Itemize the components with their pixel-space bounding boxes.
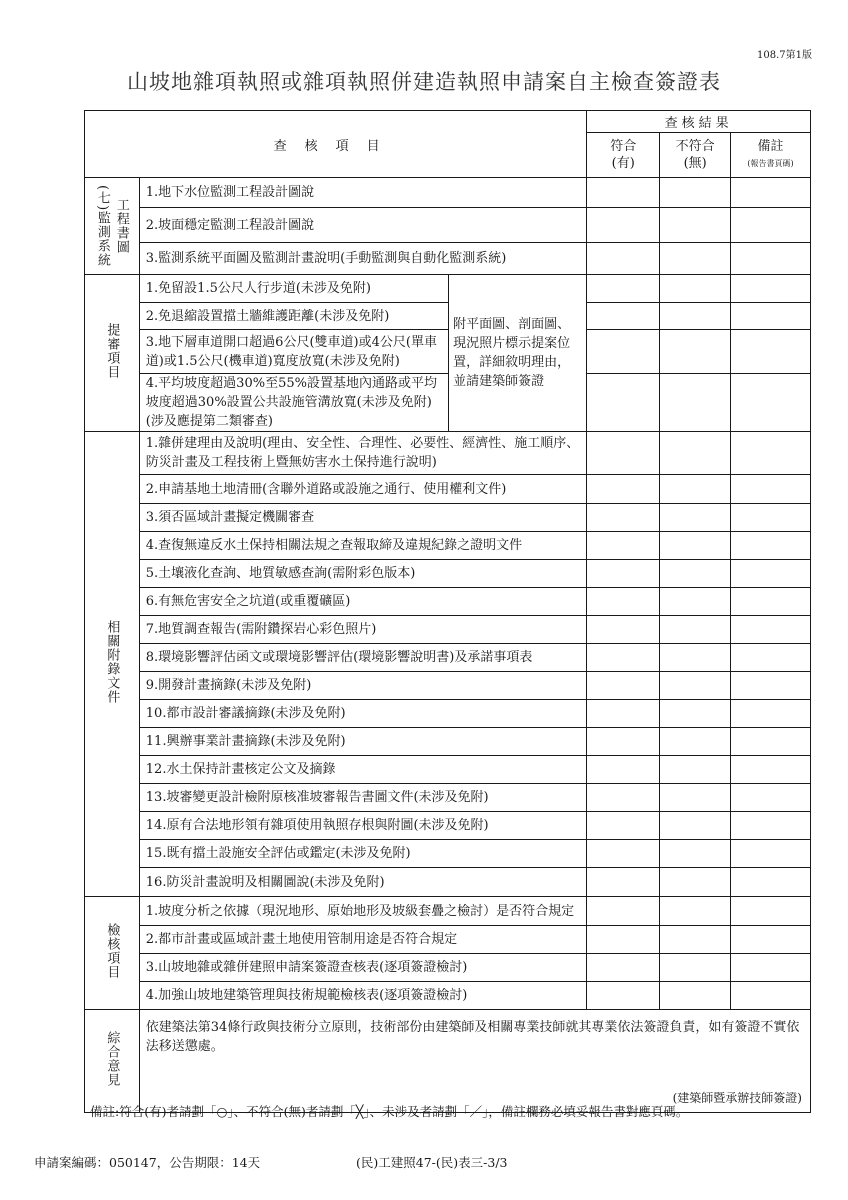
remarks-cell[interactable] <box>731 243 811 275</box>
header-nonconform-mark: (無) <box>683 156 707 171</box>
header-check-items: 查核項目 <box>85 111 587 178</box>
remarks-cell[interactable] <box>731 588 811 616</box>
conform-cell[interactable] <box>587 756 660 784</box>
conform-cell[interactable] <box>587 784 660 812</box>
conform-cell[interactable] <box>587 728 660 756</box>
section-monitoring-sublabel: 工程書圖 <box>113 198 129 254</box>
conform-cell[interactable] <box>587 475 660 504</box>
nonconform-cell[interactable] <box>660 954 731 982</box>
list-item: 15.既有擋土設施安全評估或鑑定(未涉及免附) <box>139 840 586 868</box>
nonconform-cell[interactable] <box>660 504 731 532</box>
nonconform-cell[interactable] <box>660 784 731 812</box>
remarks-cell[interactable] <box>731 728 811 756</box>
nonconform-cell[interactable] <box>660 644 731 672</box>
conform-cell[interactable] <box>587 330 660 374</box>
list-item: 1.雜併建理由及說明(理由、安全性、合理性、必要性、經濟性、施工順序、防災計畫及工程技術上暨無妨害水土保持進行說明) <box>139 432 586 475</box>
conform-cell[interactable] <box>587 208 660 243</box>
remarks-cell[interactable] <box>731 303 811 330</box>
nonconform-cell[interactable] <box>660 926 731 954</box>
header-remarks-label: 備註 <box>757 139 784 154</box>
remarks-cell[interactable] <box>731 616 811 644</box>
header-remarks <box>731 133 811 178</box>
nonconform-cell[interactable] <box>660 330 731 374</box>
remarks-cell[interactable] <box>731 868 811 897</box>
conform-cell[interactable] <box>587 275 660 303</box>
opinion-area[interactable] <box>139 1010 810 1113</box>
nonconform-cell[interactable] <box>660 897 731 926</box>
conform-cell[interactable] <box>587 868 660 897</box>
section-appendix-category <box>85 432 140 897</box>
header-conform-mark: (有) <box>611 156 635 171</box>
list-item: 3.須否區域計畫擬定機關審查 <box>139 504 586 532</box>
list-item: 4.查復無違反水土保持相關法規之查報取締及違規紀錄之證明文件 <box>139 532 586 560</box>
conform-cell[interactable] <box>587 700 660 728</box>
opinion-label: 綜合意見 <box>104 1030 120 1087</box>
section-review-label: 提審項目 <box>104 322 120 379</box>
conform-cell[interactable] <box>587 432 660 475</box>
header-check-result: 查核結果 <box>587 111 811 133</box>
nonconform-cell[interactable] <box>660 208 731 243</box>
nonconform-cell[interactable] <box>660 616 731 644</box>
nonconform-cell[interactable] <box>660 374 731 432</box>
section-monitoring-category <box>85 178 140 275</box>
conform-cell[interactable] <box>587 954 660 982</box>
list-item: 10.都市設計審議摘錄(未涉及免附) <box>139 700 586 728</box>
nonconform-cell[interactable] <box>660 275 731 303</box>
list-item: 12.水土保持計畫核定公文及摘錄 <box>139 756 586 784</box>
list-item: 2.坡面穩定監測工程設計圖說 <box>139 208 586 243</box>
nonconform-cell[interactable] <box>660 532 731 560</box>
nonconform-cell[interactable] <box>660 700 731 728</box>
list-item: 6.有無危害安全之坑道(或重覆礦區) <box>139 588 586 616</box>
conform-cell[interactable] <box>587 897 660 926</box>
conform-cell[interactable] <box>587 644 660 672</box>
footnote: 備註:符合(有)者請劃「○」、不符合(無)者請劃「╳」、未涉及者請劃「／」，備註欄務必填妥報告書對應頁碼。 <box>90 1104 689 1119</box>
nonconform-cell[interactable] <box>660 728 731 756</box>
list-item: 3.地下層車道開口超過6公尺(雙車道)或4公尺(單車道)或1.5公尺(機車道)寬度放寬(未涉及免附) <box>139 330 448 374</box>
conform-cell[interactable] <box>587 374 660 432</box>
signature-label: (建築師暨承辦技師簽證) <box>672 1091 802 1105</box>
list-item: 7.地質調查報告(需附鑽探岩心彩色照片) <box>139 616 586 644</box>
remarks-cell[interactable] <box>731 982 811 1010</box>
list-item: 4.加強山坡地建築管理與技術規範檢核表(逐項簽證檢討) <box>139 982 586 1010</box>
remarks-cell[interactable] <box>731 560 811 588</box>
case-info: 申請案編碼：050147，公告期限：14天 <box>34 1155 261 1170</box>
list-item: 4.平均坡度超過30%至55%設置基地內通路或平均坡度超過30%設置公共設施管溝放寬(未涉及免附)(涉及應提第二類審查) <box>139 374 448 432</box>
nonconform-cell[interactable] <box>660 840 731 868</box>
remarks-cell[interactable] <box>731 475 811 504</box>
list-item: 5.土壤液化查詢、地質敏感查詢(需附彩色版本) <box>139 560 586 588</box>
nonconform-cell[interactable] <box>660 432 731 475</box>
form-title: 山坡地雜項執照或雜項執照併建造執照申請案自主檢查簽證表 <box>127 70 721 94</box>
remarks-cell[interactable] <box>731 504 811 532</box>
remarks-cell[interactable] <box>731 840 811 868</box>
conform-cell[interactable] <box>587 812 660 840</box>
conform-cell[interactable] <box>587 588 660 616</box>
remarks-cell[interactable] <box>731 897 811 926</box>
list-item: 2.申請基地土地清冊(含聯外道路或設施之通行、使用權利文件) <box>139 475 586 504</box>
nonconform-cell[interactable] <box>660 178 731 208</box>
nonconform-cell[interactable] <box>660 672 731 700</box>
remarks-cell[interactable] <box>731 756 811 784</box>
conform-cell[interactable] <box>587 840 660 868</box>
list-item: 11.興辦事業計畫摘錄(未涉及免附) <box>139 728 586 756</box>
version-label: 108.7第1版 <box>757 50 812 61</box>
remarks-cell[interactable] <box>731 532 811 560</box>
conform-cell[interactable] <box>587 178 660 208</box>
conform-cell[interactable] <box>587 560 660 588</box>
nonconform-cell[interactable] <box>660 303 731 330</box>
list-item: 2.免退縮設置擋土牆維護距離(未涉及免附) <box>139 303 448 330</box>
remarks-cell[interactable] <box>731 812 811 840</box>
nonconform-cell[interactable] <box>660 868 731 897</box>
list-item: 3.監測系統平面圖及監測計畫說明(手動監測與自動化監測系統) <box>139 243 586 275</box>
opinion-category <box>85 1010 140 1113</box>
remarks-cell[interactable] <box>731 784 811 812</box>
remarks-cell[interactable] <box>731 644 811 672</box>
section-inspection-label: 檢核項目 <box>104 922 120 979</box>
nonconform-cell[interactable] <box>660 812 731 840</box>
form-code: (民)工建照47-(民)表三-3/3 <box>356 1155 508 1170</box>
checklist-table <box>84 110 811 1113</box>
list-item: 13.坡審變更設計檢附原核准坡審報告書圖文件(未涉及免附) <box>139 784 586 812</box>
nonconform-cell[interactable] <box>660 588 731 616</box>
conform-cell[interactable] <box>587 926 660 954</box>
section-appendix-label: 相關附錄文件 <box>104 619 120 704</box>
nonconform-cell[interactable] <box>660 756 731 784</box>
nonconform-cell[interactable] <box>660 560 731 588</box>
nonconform-cell[interactable] <box>660 982 731 1010</box>
list-item: 1.地下水位監測工程設計圖說 <box>139 178 586 208</box>
header-conform <box>587 133 660 178</box>
conform-cell[interactable] <box>587 303 660 330</box>
remarks-cell[interactable] <box>731 432 811 475</box>
section-inspection-category <box>85 897 140 1010</box>
list-item: 9.開發計畫摘錄(未涉及免附) <box>139 672 586 700</box>
header-nonconform-label: 不符合 <box>675 139 715 154</box>
conform-cell[interactable] <box>587 532 660 560</box>
list-item: 1.坡度分析之依據（現況地形、原始地形及坡級套疊之檢討）是否符合規定 <box>139 897 586 926</box>
header-conform-label: 符合 <box>610 139 637 154</box>
conform-cell[interactable] <box>587 982 660 1010</box>
nonconform-cell[interactable] <box>660 475 731 504</box>
list-item: 2.都市計畫或區域計畫土地使用管制用途是否符合規定 <box>139 926 586 954</box>
opinion-text: 依建築法第34條行政與技術分立原則，技術部份由建築師及相關專業技師就其專業依法簽證負責，如有簽證不實依法移送懲處。 <box>145 1020 800 1054</box>
conform-cell[interactable] <box>587 616 660 644</box>
remarks-cell[interactable] <box>731 926 811 954</box>
remarks-cell[interactable] <box>731 330 811 374</box>
nonconform-cell[interactable] <box>660 243 731 275</box>
header-remarks-sub: (報告書頁碼) <box>747 159 794 168</box>
list-item: 8.環境影響評估函文或環境影響評估(環境影響說明書)及承諾事項表 <box>139 644 586 672</box>
conform-cell[interactable] <box>587 243 660 275</box>
remarks-cell[interactable] <box>731 374 811 432</box>
remarks-cell[interactable] <box>731 208 811 243</box>
section-review-category <box>85 275 140 432</box>
list-item: 16.防災計畫說明及相關圖說(未涉及免附) <box>139 868 586 897</box>
remarks-cell[interactable] <box>731 178 811 208</box>
review-note: 附平面圖、剖面圖、現況照片標示提案位置，詳細敘明理由，並請建築師簽證 <box>449 275 587 432</box>
section-monitoring-label: (七)監測系統 <box>94 184 110 268</box>
conform-cell[interactable] <box>587 504 660 532</box>
remarks-cell[interactable] <box>731 954 811 982</box>
remarks-cell[interactable] <box>731 275 811 303</box>
list-item: 3.山坡地雜或雜併建照申請案簽證查核表(逐項簽證檢討) <box>139 954 586 982</box>
conform-cell[interactable] <box>587 672 660 700</box>
list-item: 14.原有合法地形領有雜項使用執照存根與附圖(未涉及免附) <box>139 812 586 840</box>
list-item: 1.免留設1.5公尺人行步道(未涉及免附) <box>139 275 448 303</box>
header-nonconform <box>660 133 731 178</box>
remarks-cell[interactable] <box>731 700 811 728</box>
remarks-cell[interactable] <box>731 672 811 700</box>
